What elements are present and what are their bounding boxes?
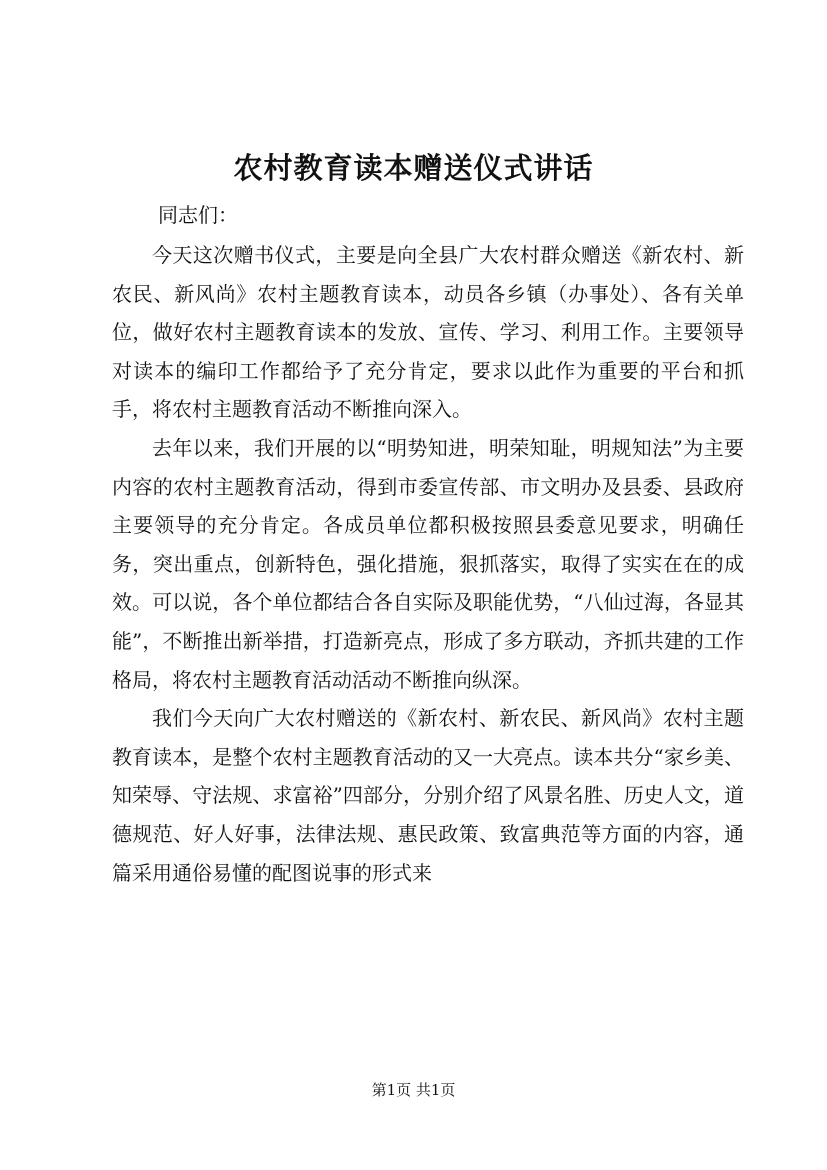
- paragraph-2: 去年以来，我们开展的以“明势知进，明荣知耻，明规知法”为主要内容的农村主题教育活动，得到市委宣传部、市文明办及县委、县政府主要领导的充分肯定。各成员单位都积极按照县委意见要求，明确任务，突出重点，创新特色，强化措施，狠抓落实，取得了实实在在的成效。可以说，各个单位都结合各自实际及职能优势，“八仙过海，各显其能”，不断推出新举措，打造新亮点，形成了多方联动，齐抓共建的工作格局，将农村主题教育活动活动不断推向纵深。: [112, 435, 744, 692]
- paragraph-1: 今天这次赠书仪式，主要是向全县广大农村群众赠送《新农村、新农民、新风尚》农村主题教育读本，动员各乡镇（办事处）、各有关单位，做好农村主题教育读本的发放、宣传、学习、利用工作。主要领导对读本的编印工作都给予了充分肯定，要求以此作为重要的平台和抓手，将农村主题教育活动不断推向深入。: [112, 243, 744, 422]
- salutation: 同志们：: [158, 203, 238, 227]
- document-body: [112, 236, 744, 892]
- page-footer: 第1页 共1页: [371, 1081, 456, 1099]
- document-title: 农村教育读本赠送仪式讲话: [233, 151, 594, 185]
- paragraph-3: 我们今天向广大农村赠送的《新农村、新农民、新风尚》农村主题教育读本，是整个农村主题教育活动的又一大亮点。读本共分“家乡美、知荣辱、守法规、求富裕”四部分，分别介绍了风景名胜、历史人文，道德规范、好人好事，法律法规、惠民政策、致富典范等方面的内容，通篇采用通俗易懂的配图说事的形式来: [112, 706, 744, 885]
